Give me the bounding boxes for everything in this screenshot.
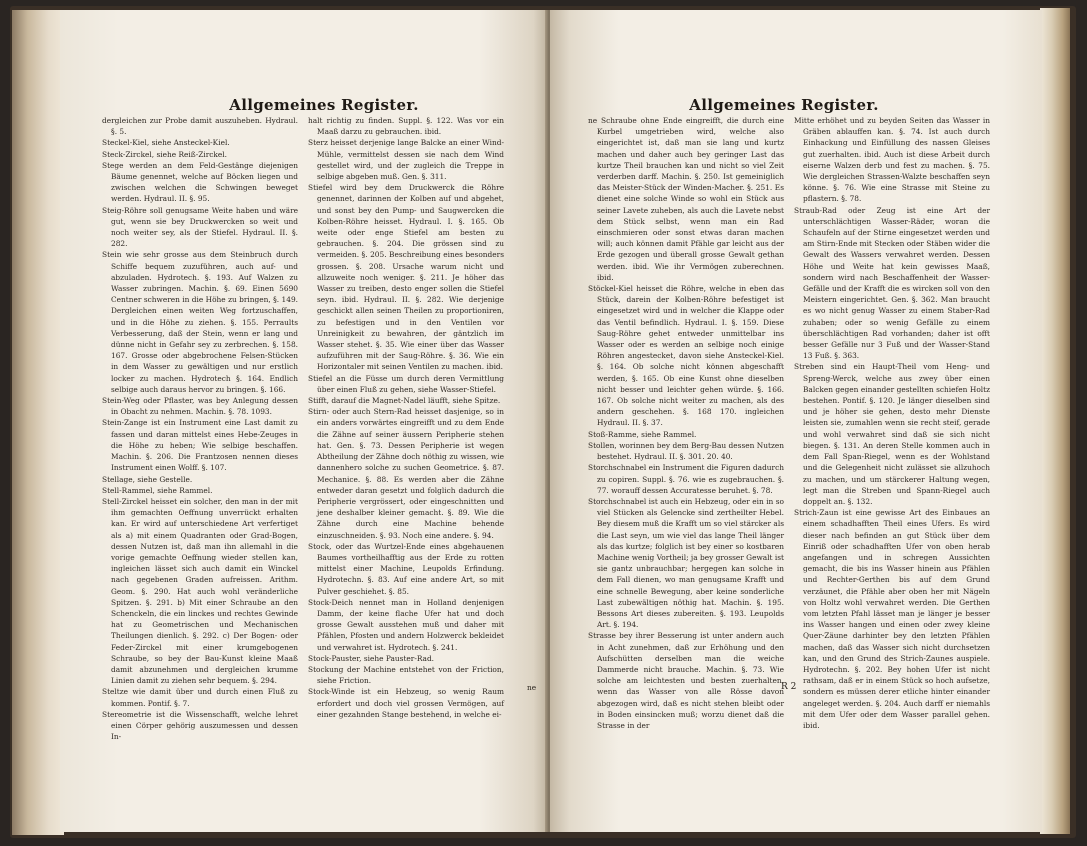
register-entry: Steckel-Kiel, siehe Ansteckel-Kiel. [102, 138, 230, 148]
catchword: ne [527, 683, 537, 692]
register-entry: Steltze wie damit über und durch einen Fluß zu kommen. Pontif. §. 7. [102, 687, 298, 708]
register-entry: Mitte erhöhet und zu beyden Seiten das Wasser in Gräben ablauffen kan. §. 74. Ist auch durch Einhackung und Einfüllung des nassen Gleises gut zuerhalten. ibid. Auch ist diese Arbeit durch eiserne Walzen derb und fest zu machen. §. 75. Wie dergleichen Strassen-Walzte beschaffen seyn könne. §. 76. Wie eine Strasse mit Steine zu pflastern. §. 78. [794, 116, 990, 204]
register-entry: Storchschnabel ein Instrument die Figuren dadurch zu copiren. Suppl. §. 76. wie es zugebrauchen. §. 77. worauff dessen Accuratesse beruhet. §. 78. [588, 463, 784, 495]
register-entry: halt richtig zu finden. Suppl. §. 122. Was vor ein Maaß darzu zu gebrauchen. ibid. [308, 116, 504, 137]
register-entry: dergleichen zur Probe damit auszuheben. Hydraul. §. 5. [102, 116, 298, 137]
signature-mark: R 2 [781, 682, 797, 692]
register-entry: Stein-Zange ist ein Instrument eine Last damit zu fassen und daran mittelst eines Hebe-Zeuges in die Höhe zu heben; Wie selbige beschaffen. Machin. §. 206. Die Frantzosen nennen dieses Instrument einen Wolff. §. 107. [102, 418, 298, 473]
register-entry: Stockung der Machine entstehet von der Friction, siehe Friction. [308, 664, 504, 686]
register-entry: Strasse bey ihrer Besserung ist unter andern auch in Acht zunehmen, daß zur Erhöhung und den Aufschütten derselben man die weiche Dammerde nicht brauche. Machin. §. 73. Wie solche am leichtesten und besten zuerhalten, wenn das Wasser von alle Rösse davon abgezogen wird, daß es nicht stehen bleibt oder in Boden einsincken muß; worzu dienet daß die Strasse in der [588, 631, 784, 730]
left-page [60, 10, 548, 832]
register-entry: Stock-Deich nennet man in Holland denjenigen Damm, der keine flache Ufer hat und doch grosse Gewalt ausstehen muß und daher mit Pfählen, Pfosten und andern Holzwerck bekleidet und verwahret ist. Hydrotech. §. 241. [308, 597, 504, 652]
page-edges-right [1040, 8, 1070, 834]
register-entry: Stereometrie ist die Wissenschafft, welche lehret einen Cörper gehörig auszumessen und dessen In- [102, 709, 298, 742]
register-column [794, 115, 990, 731]
register-entry: Streben sind ein Haupt-Theil vom Heng- und Spreng-Werck, welche aus zwey über einen Balcken gegen einander gestellten schiefen Holtz bestehen. Pontif. §. 120. Je länger dieselben sind und je höher sie gehen, desto mehr Dienste leisten sie, zumahlen wenn sie recht steif, gerade und wohl verwahret sind daß sie sich nicht biegen. §. 131. An deren Stelle kommen auch in dem Fall Span-Riegel, wenn es der Wohlstand und die Gelegenheit nicht zulässet sie allzuhoch zu machen, und um stärckerer Haltung wegen, legt man die Streben und Spann-Riegel auch doppelt an. §. 132. [794, 362, 990, 506]
register-entry: Stege werden an dem Feld-Gestänge diejenigen Bäume genennet, welche auf Böcken liegen und zwischen welchen die Schwingen beweget werden. Hydraul. II. §. 95. [102, 160, 298, 204]
register-entry: Stock-Winde ist ein Hebzeug, so wenig Raum erfordert und doch viel grossen Vermögen, auf einer gezahnden Stange bestehend, in welche ei- [308, 687, 504, 719]
register-entry: Stirn- oder auch Stern-Rad heisset dasjenige, so in ein anders vorwärtes eingreifft und zu dem Ende die Zähne auf seiner äussern Peripherie stehen hat. Gen. §. 73. Dessen Peripherie ist wegen Abtheilung der Zähne doch nöthig zu wissen, wie dannenhero solche zu suchen Geometrice. §. 87. Mechanice. §. 88. Es werden aber die Zähne entweder daran gesetzt und folglich dadurch die Peripherie vergrössert, oder eingeschnitten und jene deshalber kleiner gemacht. §. 89. Wie die Zähne durch eine Machine behende einzuschneiden. §. 93. Noch eine andere. §. 94. [308, 407, 504, 540]
register-entry: Strich-Zaun ist eine gewisse Art des Einbaues an einem schadhafften Theil eines Ufers. Es wird dieser nach befinden an gut Stück über dem Einriß oder schadhafften Ufer von oben herab angefangen und in schregen Aussichten gemacht, die bis ins Wasser hinein aus Pfählen und Rechter-Gerthen bis auf dem Grund verzäunet, die Pfähle aber oben her mit Nägeln von Holtz wohl verwahret werden. Die Gerthen vom letzten Pfahl lässet man je länger je besser ins Wasser hangen und einen oder zwey kleine Quer-Zäune darhinter bey den letzten Pfählen machen, daß das Wasser sich nicht durchsetzen kan, und den Grund des Strich-Zaunes auspiele. Hydrotechn. §. 202. Bey hohen Ufer ist nicht rathsam, daß er in einem Stück so hoch aufsetze, sondern es müssen derer etliche hinter einander angeleget werden. §. 204. Auch darff er niemahls mit dem Ufer oder dem Wasser parallel gehen. ibid. [794, 508, 990, 730]
register-column [102, 115, 298, 742]
register-entry: Straub-Rad oder Zeug ist eine Art der unterschlächtigen Wasser-Räder, woran die Schaufeln auf der Stirne eingesetzet werden und am Stirn-Ende mit Stecken oder Stäben wider die Gewalt des Wassers verwahret werden. Dessen Höhe und Weite hat kein gewisses Maaß, sondern wird nach Beschaffenheit der Wasser-Gefälle und der Krafft die es wircken soll von den Meistern eingerichtet. Gen. §. 362. Man braucht es wo nicht genug Wasser zu einem Staber-Rad zuhaben; oder so wenig Gefälle zu einem überschlächtigen Rad vorhanden; daher ist offt besser Gefälle nur 3 Fuß und der Wasser-Stand 13 Fuß. §. 363. [794, 205, 990, 361]
register-entry: Steck-Zirckel, siehe Reiß-Zirckel. [102, 149, 227, 159]
register-entry: Stock, oder das Wurtzel-Ende eines abgehauenen Baumes vortheilhafftig aus der Erde zu rotten mittelst einer Machine, Leupolds Erfindung. Hydrotechn. §. 83. Auf eine andere Art, so mit Pulver geschiehet. §. 85. [308, 541, 504, 596]
page-title: Allgemeines Register. [689, 96, 879, 114]
register-entry: Stell-Zirckel heisset ein solcher, den man in der mit ihm gemachten Oeffnung unverrückt erhalten kan. Er wird auf unterschiedene Art verfertiget als a) mit einem Quadranten oder Grad-Bogen, dessen Nutzen ist, daß man ihn allemahl in die vorige gemachte Oeffnung wieder stellen kan, ingleichen lässet sich auch damit ein Winckel nach gegebenen Graden aufreissen. Arithm. Geom. §. 290. Hat auch wohl veränderliche Spitzen. §. 291. b) Mit einer Schraube an den Schenckeln, die ein linckes und rechtes Gewinde hat zu Geometrischen und Mechanischen Theilungen dienlich. §. 292. c) Der Bogen- oder Feder-Zirckel mit einer krumgebogenen Schraube, so bey der Bau-Kunst kleine Maaß damit abzunehmen und dergleichen krumme Linien damit zu ziehen sehr bequem. §. 294. [102, 496, 298, 686]
register-entry: Stell-Rammel, siehe Rammel. [102, 485, 213, 495]
right-page [550, 10, 1042, 832]
register-column [308, 115, 504, 720]
register-entry: Stollen, worinnen bey dem Berg-Bau dessen Nutzen bestehet. Hydraul. II. §. 301. 20. 40. [588, 440, 784, 462]
register-column [588, 115, 784, 731]
register-entry: ne Schraube ohne Ende eingreifft, die durch eine Kurbel umgetrieben wird, welche also eingerichtet ist, daß man sie lang und kurtz machen und daher auch bey geringer Last das kurtze Theil brauchen kan und nicht so viel Zeit verderben darff. Machin. §. 250. Ist gemeiniglich das Meister-Stück der Winden-Macher. §. 251. Es dienet eine solche Winde so wohl ein Stück aus seiner Lavete zuheben, als auch die Lavete nebst dem Stück selbst, wenn man ein Rad einschmieren oder sonst etwas daran machen will; auch können damit Pfähle gar leicht aus der Erde gezogen und überall grosse Gewalt gethan werden. ibid. Wie ihr Vermögen zuberechnen. ibid. [588, 116, 784, 282]
register-entry: Storchschnabel ist auch ein Hebzeug, oder ein in so viel Stücken als Gelencke sind zertheilter Hebel. Bey diesem muß die Krafft um so viel stärcker als die Last seyn, um wie viel das lange Theil länger als das kurtze; folglich ist bey einer so kostbaren Machine wenig Vortheil; ja bey grosser Gewalt ist sie gantz unbrauchbar; hergegen kan solche in dem Fall dienen, wo man genugsame Krafft und eine schnelle Bewegung, aber keine sonderliche Last zubewältigen nöthig hat. Machin. §. 195. Bessons Art dieses zubereiten. §. 193. Leupolds Art. §. 194. [588, 496, 784, 630]
register-entry: Stoß-Ramme, siehe Rammel. [588, 429, 697, 439]
register-entry: Stifft, darauf die Magnet-Nadel läufft, siehe Spitze. [308, 396, 501, 406]
register-entry: Stock-Pauster, siehe Pauster-Rad. [308, 653, 435, 663]
page-edges-left [12, 10, 64, 835]
register-entry: Stiefel wird bey dem Druckwerck die Röhre genennet, darinnen der Kolben auf und abgehet, und sonst bey den Pump- und Saugwercken die Kolben-Röhre heisset. Hydraul. I. §. 165. Ob weite oder enge Stiefel am besten zu gebrauchen. §. 204. Die grössen sind zu vermeiden. §. 205. Beschreibung eines besonders grossen. §. 208. Ursache warum nicht und allzuweite noch weniger. §. 211. Je höher das Wasser zu treiben, desto enger sollen die Stiefel seyn. ibid. Hydraul. II. §. 282. Wie derjenige geschickt allen seinen Theilen zu proportioniren, zu befestigen und in den Ventilen vor Unreinigkeit zu bewahren, der gäntzlich im Wasser stehet. §. 35. Wie einer über das Wasser aufzuführen mit der Saug-Röhre. §. 36. Wie ein Horizontaler mit seinen Ventilen zu machen. ibid. [308, 183, 504, 372]
register-entry: Stein wie sehr grosse aus dem Steinbruch durch Schiffe bequem zuzuführen, auch auf- und abzuladen. Hydrotech. §. 193. Auf Walzen zu Wasser zubringen. Machin. §. 69. Einen 5690 Centner schweren in die Höhe zu bringen, §. 149. Dergleichen einen weiten Weg fortzuschaffen, und in die Höhe zu ziehen. §. 155. Perraults Verbesserung, daß der Stein, wenn er lang und dünne nicht in Gefahr sey zu zerbrechen. §. 158. 167. Grosse oder abgebrochene Felsen-Stücken in dem Wasser zu gewältigen und nur erstlich locker zu machen. Hydrotech §. 164. Endlich selbige auch daraus hervor zu bringen. §. 166. [102, 250, 298, 394]
page-title: Allgemeines Register. [229, 96, 419, 114]
register-entry: Steig-Röhre soll genugsame Weite haben und wäre gut, wenn sie bey Druckwercken so weit und noch weiter sey, als der Stiefel. Hydraul. II. §. 282. [102, 205, 298, 249]
register-entry: Stellage, siehe Gestelle. [102, 474, 193, 484]
register-entry: Stiefel an die Füsse um durch deren Vermittlung über einen Fluß zu gehen, siehe Wasser-Stiefel. [308, 373, 504, 394]
register-entry: Stein-Weg oder Pflaster, was bey Anlegung dessen in Obacht zu nehmen. Machin. §. 78. 1093. [102, 396, 298, 417]
register-entry: Sterz heisset derjenige lange Balcke an einer Wind-Mühle, vermittelst dessen sie nach dem Wind gestellet wird, und der zugleich die Treppe in selbige abgeben muß. Gen. §. 311. [308, 138, 504, 182]
register-entry: Stöckel-Kiel heisset die Röhre, welche in eben das Stück, darein der Kolben-Röhre befestiget ist eingesetzet wird und in welcher die Klappe oder das Ventil befindlich. Hydraul. I. §. 159. Diese Saug-Röhre gehet entweder unmittelbar ins Wasser oder es werden an selbige noch einige Röhren angestecket, davon siehe Ansteckel-Kiel. §. 164. Ob solche nicht können abgeschafft werden, §. 165. Ob eine Kunst ohne dieselben nicht besser und leichter gehen würde. §. 166. 167. Ob solche nicht weiter zu machen, als des andern geschehen. §. 168 170. ingleichen Hydraul. II. §. 37. [588, 284, 784, 428]
